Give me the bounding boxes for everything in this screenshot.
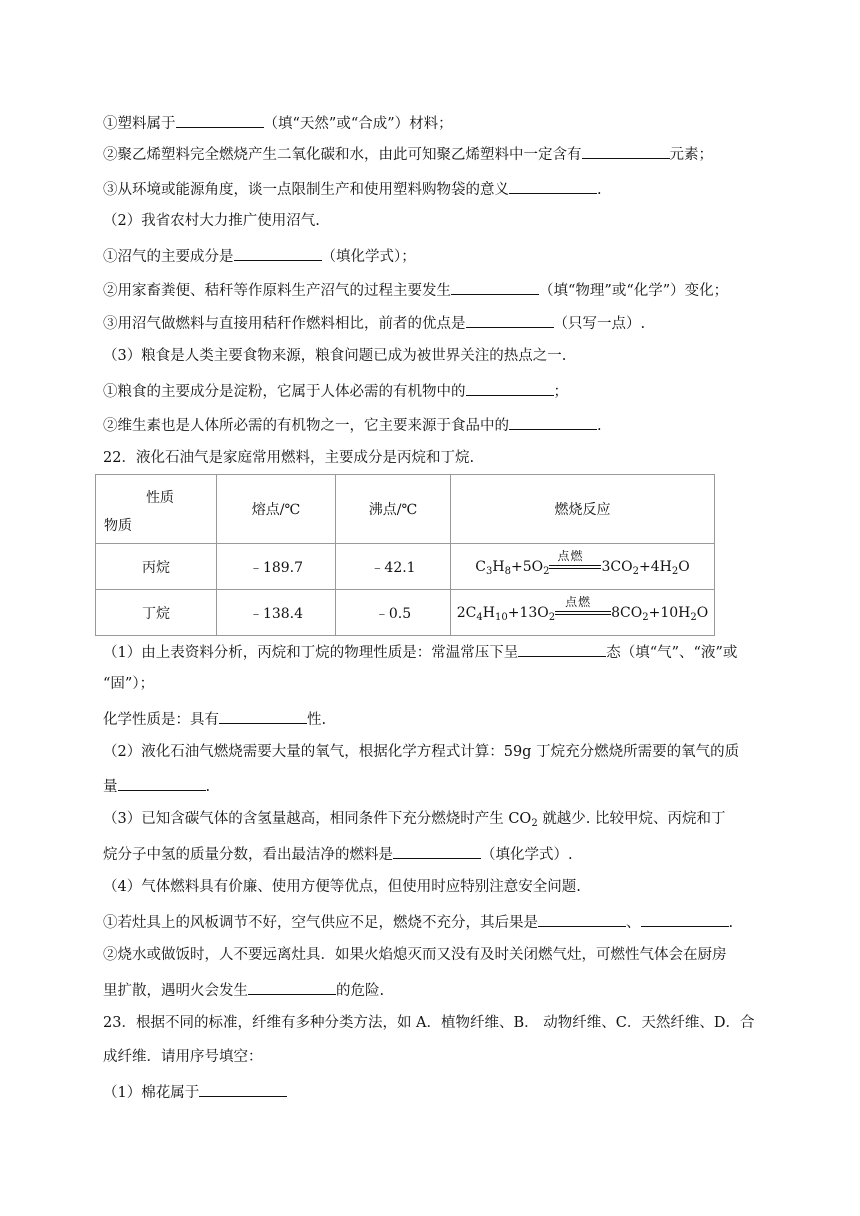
header-melting-point: 熔点/℃ <box>217 475 336 544</box>
substance-name: 丙烷 <box>96 544 217 590</box>
answer-blank[interactable] <box>393 843 481 859</box>
q23-line2: 成纤维．请用序号填空： <box>103 1049 263 1065</box>
combustion-equation: $2C_4H_{10}+13O_2$ 点燃 $8CO_2+10H_2O$ <box>451 590 715 636</box>
answer-blank[interactable] <box>509 414 597 430</box>
q22-part3-line1: （3）已知含碳气体的含氢量越高，相同条件下充分燃烧时产生 $CO_2$ 就越少. 比较甲烷、丙烷和丁 <box>103 811 726 829</box>
table-row <box>96 544 715 590</box>
answer-blank[interactable] <box>234 245 322 261</box>
answer-blank[interactable] <box>118 775 206 791</box>
header-combustion: 燃烧反应 <box>451 475 715 544</box>
food-heading: （3）粮食是人类主要食物来源，粮食问题已成为被世界关注的热点之一. <box>103 348 567 364</box>
answer-blank[interactable] <box>538 911 626 927</box>
answer-blank[interactable] <box>176 112 264 128</box>
diagonal-header-cell <box>96 475 217 544</box>
substance-name: 丁烷 <box>96 590 217 636</box>
reaction-condition: 点燃 <box>557 548 584 563</box>
melting-point: ﹣138.4 <box>217 590 336 636</box>
reaction-condition: 点燃 <box>565 594 592 609</box>
answer-blank[interactable] <box>466 380 554 396</box>
q22-part2-line2: 量 . <box>103 775 210 797</box>
food-item-1: ①粮食的主要成分是淀粉，它属于人体必需的有机物中的 ； <box>103 380 568 402</box>
q22-part4-heading: （4）气体燃料具有价廉、使用方便等优点，但使用时应特别注意安全问题. <box>103 879 581 895</box>
q22-part1-line3: 化学性质是：具有 性. <box>103 708 326 730</box>
answer-blank[interactable] <box>509 178 597 194</box>
answer-blank[interactable] <box>641 911 729 927</box>
boiling-point: ﹣42.1 <box>336 544 451 590</box>
plastic-item-2: ②聚乙烯塑料完全燃烧产生二氧化碳和水，由此可知聚乙烯塑料中一定含有 元素； <box>103 143 713 165</box>
answer-blank[interactable] <box>466 312 554 328</box>
melting-point: ﹣189.7 <box>217 544 336 590</box>
q22-part1-line2: “固”）； <box>103 676 155 692</box>
plastic-item-3: ③从环境或能源角度，谈一点限制生产和使用塑料购物袋的意义 . <box>103 178 602 200</box>
header-substance: 物质 <box>104 518 132 534</box>
q22-part1-line1: （1）由上表资料分析，丙烷和丁烷的物理性质是：常温常压下呈 态（填“气”、“液”或 <box>103 641 737 663</box>
q22-part4-item2-line1: ②烧水或做饭时，人不要远离灶具．如果火焰熄灭而又没有及时关闭燃气灶，可燃性气体会在厨房 <box>103 947 727 963</box>
answer-blank[interactable] <box>582 143 670 159</box>
properties-table <box>95 474 715 636</box>
biogas-item-3: ③用沼气做燃料与直接用秸秆作燃料相比，前者的优点是 （只写一点）. <box>103 312 645 334</box>
biogas-heading: （2）我省农村大力推广使用沼气. <box>103 213 320 229</box>
answer-blank[interactable] <box>219 708 307 724</box>
food-item-2: ②维生素也是人体所必需的有机物之一，它主要来源于食品中的 . <box>103 414 602 436</box>
q22-part3-line2: 烷分子中氢的质量分数，看出最洁净的燃料是 （填化学式）. <box>103 843 573 865</box>
q22-part4-item2-line2: 里扩散，遇明火会发生 的危险. <box>103 979 384 1001</box>
answer-blank[interactable] <box>518 641 606 657</box>
boiling-point: ﹣0.5 <box>336 590 451 636</box>
q22-part2-line1: （2）液化石油气燃烧需要大量的氧气，根据化学方程式计算：59g 丁烷充分燃烧所需要的氧气的质 <box>103 744 740 760</box>
q22-part4-item1: ①若灶具上的风板调节不好，空气供应不足，燃烧不充分，其后果是 、 . <box>103 911 733 933</box>
plastic-item-1: ①塑料属于 （填“天然”或“合成”）材料； <box>103 112 453 134</box>
q23-part1: （1）棉花属于 <box>103 1081 287 1103</box>
biogas-item-1: ①沼气的主要成分是 （填化学式）； <box>103 245 416 267</box>
q23-line1: 23．根据不同的标准，纤维有多种分类方法，如 A．植物纤维、B． 动物纤维、C．天然纤维、D．合 <box>103 1015 755 1031</box>
table-row <box>96 590 715 636</box>
q22-title: 22．液化石油气是家庭常用燃料，主要成分是丙烷和丁烷. <box>103 450 475 466</box>
answer-blank[interactable] <box>451 279 539 295</box>
header-property: 性质 <box>146 490 174 506</box>
combustion-equation: $C_3H_8+5O_2$ 点燃 $3CO_2+4H_2O$ <box>451 544 715 590</box>
biogas-item-2: ②用家畜粪便、秸秆等作原料生产沼气的过程主要发生 （填“物理”或“化学”）变化； <box>103 279 728 301</box>
answer-blank[interactable] <box>248 979 336 995</box>
answer-blank[interactable] <box>199 1081 287 1097</box>
header-boiling-point: 沸点/℃ <box>336 475 451 544</box>
